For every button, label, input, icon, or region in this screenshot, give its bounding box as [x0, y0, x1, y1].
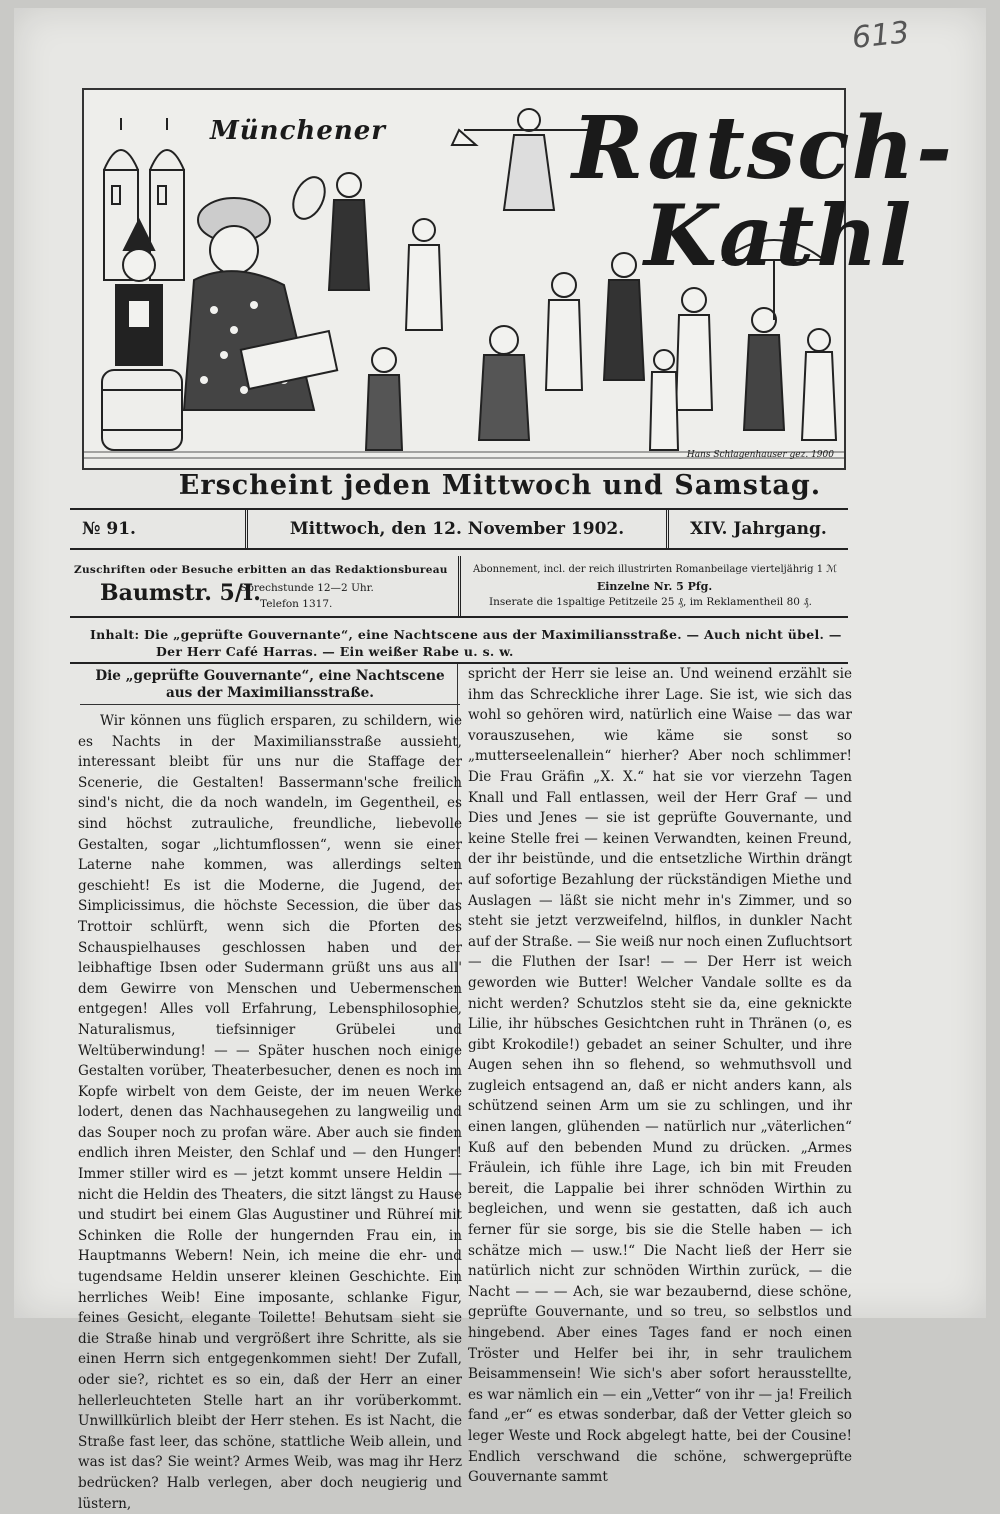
single-issue-price: Einzelne Nr. 5 Pfg. — [596, 580, 713, 593]
office-notice: Zuschriften oder Besuche erbitten an das Redaktionsbureau — [74, 564, 448, 576]
article-body-part1: Wir können uns füglich ersparen, zu schildern, wie es Nachts in der Maximiliansstraße aussieht, interessant bleibt für uns nur die Staffage der Scenerie, die Gestalten! Bassermann'sche freilich sind's nicht, die da noch wandeln, im Gegentheil, es sind höchst zutrauliche, freundliche, liebevolle Gestalten, sogar „lichtumflossen“, wenn sie einer Laterne nahe kommen, was allerdings selten geschieht! Es ist die Moderne, die Jugend, der Simplicissimus, die höchste Secession, die über das Trottoir schlürft, wenn sich die Pforten des Schauspielhauses geschlossen haben und der leibhaftige Ibsen oder Sudermann grüßt uns aus all' dem Gewirre von Menschen und Uebermenschen entgegen! Alles voll Erfahrung, Lebensphilosophie, Naturalismus, tiefsinniger Grübelei und Weltüberwindung! — — Später huschen noch einige Gestalten vorüber, Theaterbesucher, denen es noch im Kopfe wirbelt von dem Geiste, der im neuen Werke lodert, denen das Nachhausegehen zu langweilig und das Souper noch zu profan wäre. Aber auch sie finden endlich ihren Meister, den Schlaf und — den Hunger! Immer stiller wird es — jetzt kommt unsere Heldin — nicht die Heldin des Theaters, die sitzt längst zu Hause und studirt bei einem Glas Augustiner und Rühreí mit Schinken die Rolle der hungernden Frau ein, in Hauptmanns Webern! Nein, ich meine die ehr- und tugendsame Heldin unserer kleinen Geschichte. Ein herrliches Weib! Eine imposante, schlanke Figur, feines Gesicht, elegante Toilette! Behutsam sieht sie die Straße hinab und vergrößert ihre Schritte, als sie einen Herrn sich entgegenkommen sieht! Der Zufall, oder sie?, richtet es so ein, daß der Herr an einer hellerleuchteten Stelle hart an ihr vorüberkommt. Unwillkürlich bleibt der Herr stehen. Es ist Nacht, die Straße fast leer, das schöne, stattliche Weib allein, und was ist das? Sie weint? Armes Weib, was mag ihr Herz bedrücken? Halb verlegen, aber doch neugierig und lüstern, — [78, 713, 462, 1512]
office-hours: Sprechstunde 12—2 Uhr. — [240, 582, 374, 594]
ratsch-kathl-figure — [184, 172, 337, 410]
article-title: Die „geprüfte Gouvernante“, eine Nachtscene aus der Maximiliansstraße. — [80, 668, 460, 705]
table-of-contents — [70, 626, 848, 664]
issue-year: XIV. Jahrgang. — [690, 519, 827, 539]
contact-block — [70, 556, 848, 618]
artist-signature: Hans Schlagenhauser gez. 1900 — [686, 450, 834, 460]
issue-info-row — [70, 508, 848, 550]
masthead-title-line1: Ratsch- — [572, 98, 954, 199]
subscription-price: Abonnement, incl. der reich illustrirten Romanbeilage vierteljährig 1 ℳ — [473, 564, 837, 575]
office-address: Baumstr. 5/I. — [100, 580, 261, 606]
article-column-right — [468, 664, 852, 1486]
contents-line-1: Inhalt: Die „geprüfte Gouvernante“, eine Nachtscene aus der Maximiliansstraße. — Auch nicht übel. — — [90, 627, 842, 642]
contents-line-2: Der Herr Café Harras. — Ein weißer Rabe u. s. w. — [156, 644, 514, 659]
pricing-info — [461, 556, 848, 616]
issue-date: Mittwoch, den 12. November 1902. — [248, 510, 669, 548]
editorial-office — [70, 556, 461, 616]
advertising-price: Inserate die 1spaltige Petitzeile 25 ₰, im Reklamentheil 80 ₰. — [489, 596, 812, 608]
muenchner-kindl-figure — [116, 220, 162, 365]
masthead-prefix: Münchener — [210, 116, 387, 146]
publication-schedule: Erscheint jeden Mittwoch und Samstag. — [178, 470, 822, 501]
masthead-title-line2: Kathl — [644, 186, 914, 285]
office-phone: Telefon 1317. — [260, 598, 333, 610]
archive-number: 613 — [850, 15, 911, 56]
barrel-icon — [102, 370, 182, 450]
issue-number: № 91. — [70, 510, 248, 548]
article-body-part2: spricht der Herr sie leise an. Und weinend erzählt sie ihm das Schreckliche ihrer Lage. Sie ist, wie sich das wohl so gehören wird, natürlich eine Waise — das war vorauszusehen, wie käme sie sonst so „mutterseelenallein“ hierher? Aber noch schlimmer! Die Frau Gräfin „X. X.“ hat sie vor vierzehn Tagen Knall und Fall entlassen, weil der Herr Graf — und Dies und Jenes — sie ist geprüfte Gouvernante, und keine Stelle frei — keinen Verwandten, keinen Freund, der ihr beistünde, und die entsetzliche Wirthin drängt auf sofortige Bezahlung der rückständigen Miethe und Auslagen — läßt sie nicht mehr in's Zimmer, und so steht sie jetzt verzweifelnd, hilflos, in dunkler Nacht auf der Straße. — Sie weiß nur noch einen Zufluchtsort — die Fluthen der Isar! — — Der Herr ist weich geworden wie Butter! Welcher Vandale sollte es da nicht werden? Schutzlos steht sie da, eine geknickte Lilie, ihr hübsches Gesichtchen ruht in Thränen (o, es gibt Krokodile!) gebadet an seiner Schulter, und ihre Augen sehen ihn so flehend, so wehmuthsvoll und zugleich entsagend an, daß er nicht anders kann, als schützend seinen Arm um sie zu schlingen, und ihr einen langen, glühenden — natürlich nur „väterlichen“ Kuß auf den bebenden Mund zu drücken. „Armes Fräulein, ich fühle ihre Lage, ich bin mit Freuden bereit, die Lappalie bei ihrer schnöden Wirthin zu begleichen, und wenn sie gestatten, daß ich auch ferner für sie sorge, bis sie die Stelle haben — ich schätze mich — usw.!“ Die Nacht ließ der Herr sie natürlich nicht zur schnöden Wirthin zurück, — die Nacht — — — Ach, sie war bezaubernd, diese schöne, geprüfte Gouvernante, und so treu, so selbstlos und hingebend. Aber eines Tages fand er noch einen Tröster und Helfer bei ihr, in sehr traulichem Beisammensein! Wie sich's aber sofort herausstellte, es war nämlich ein — ein „Vetter“ von ihr — ja! Freilich fand „er“ es etwas sonderbar, daß der Vetter gleich so leger Weste und Rock abgelegt hatte, bei der Cousine! Endlich verschwand die schöne, schwergeprüfte Gouvernante sammt — [468, 666, 852, 1486]
article-column-left — [78, 664, 462, 1512]
masthead-illustration — [82, 88, 954, 470]
